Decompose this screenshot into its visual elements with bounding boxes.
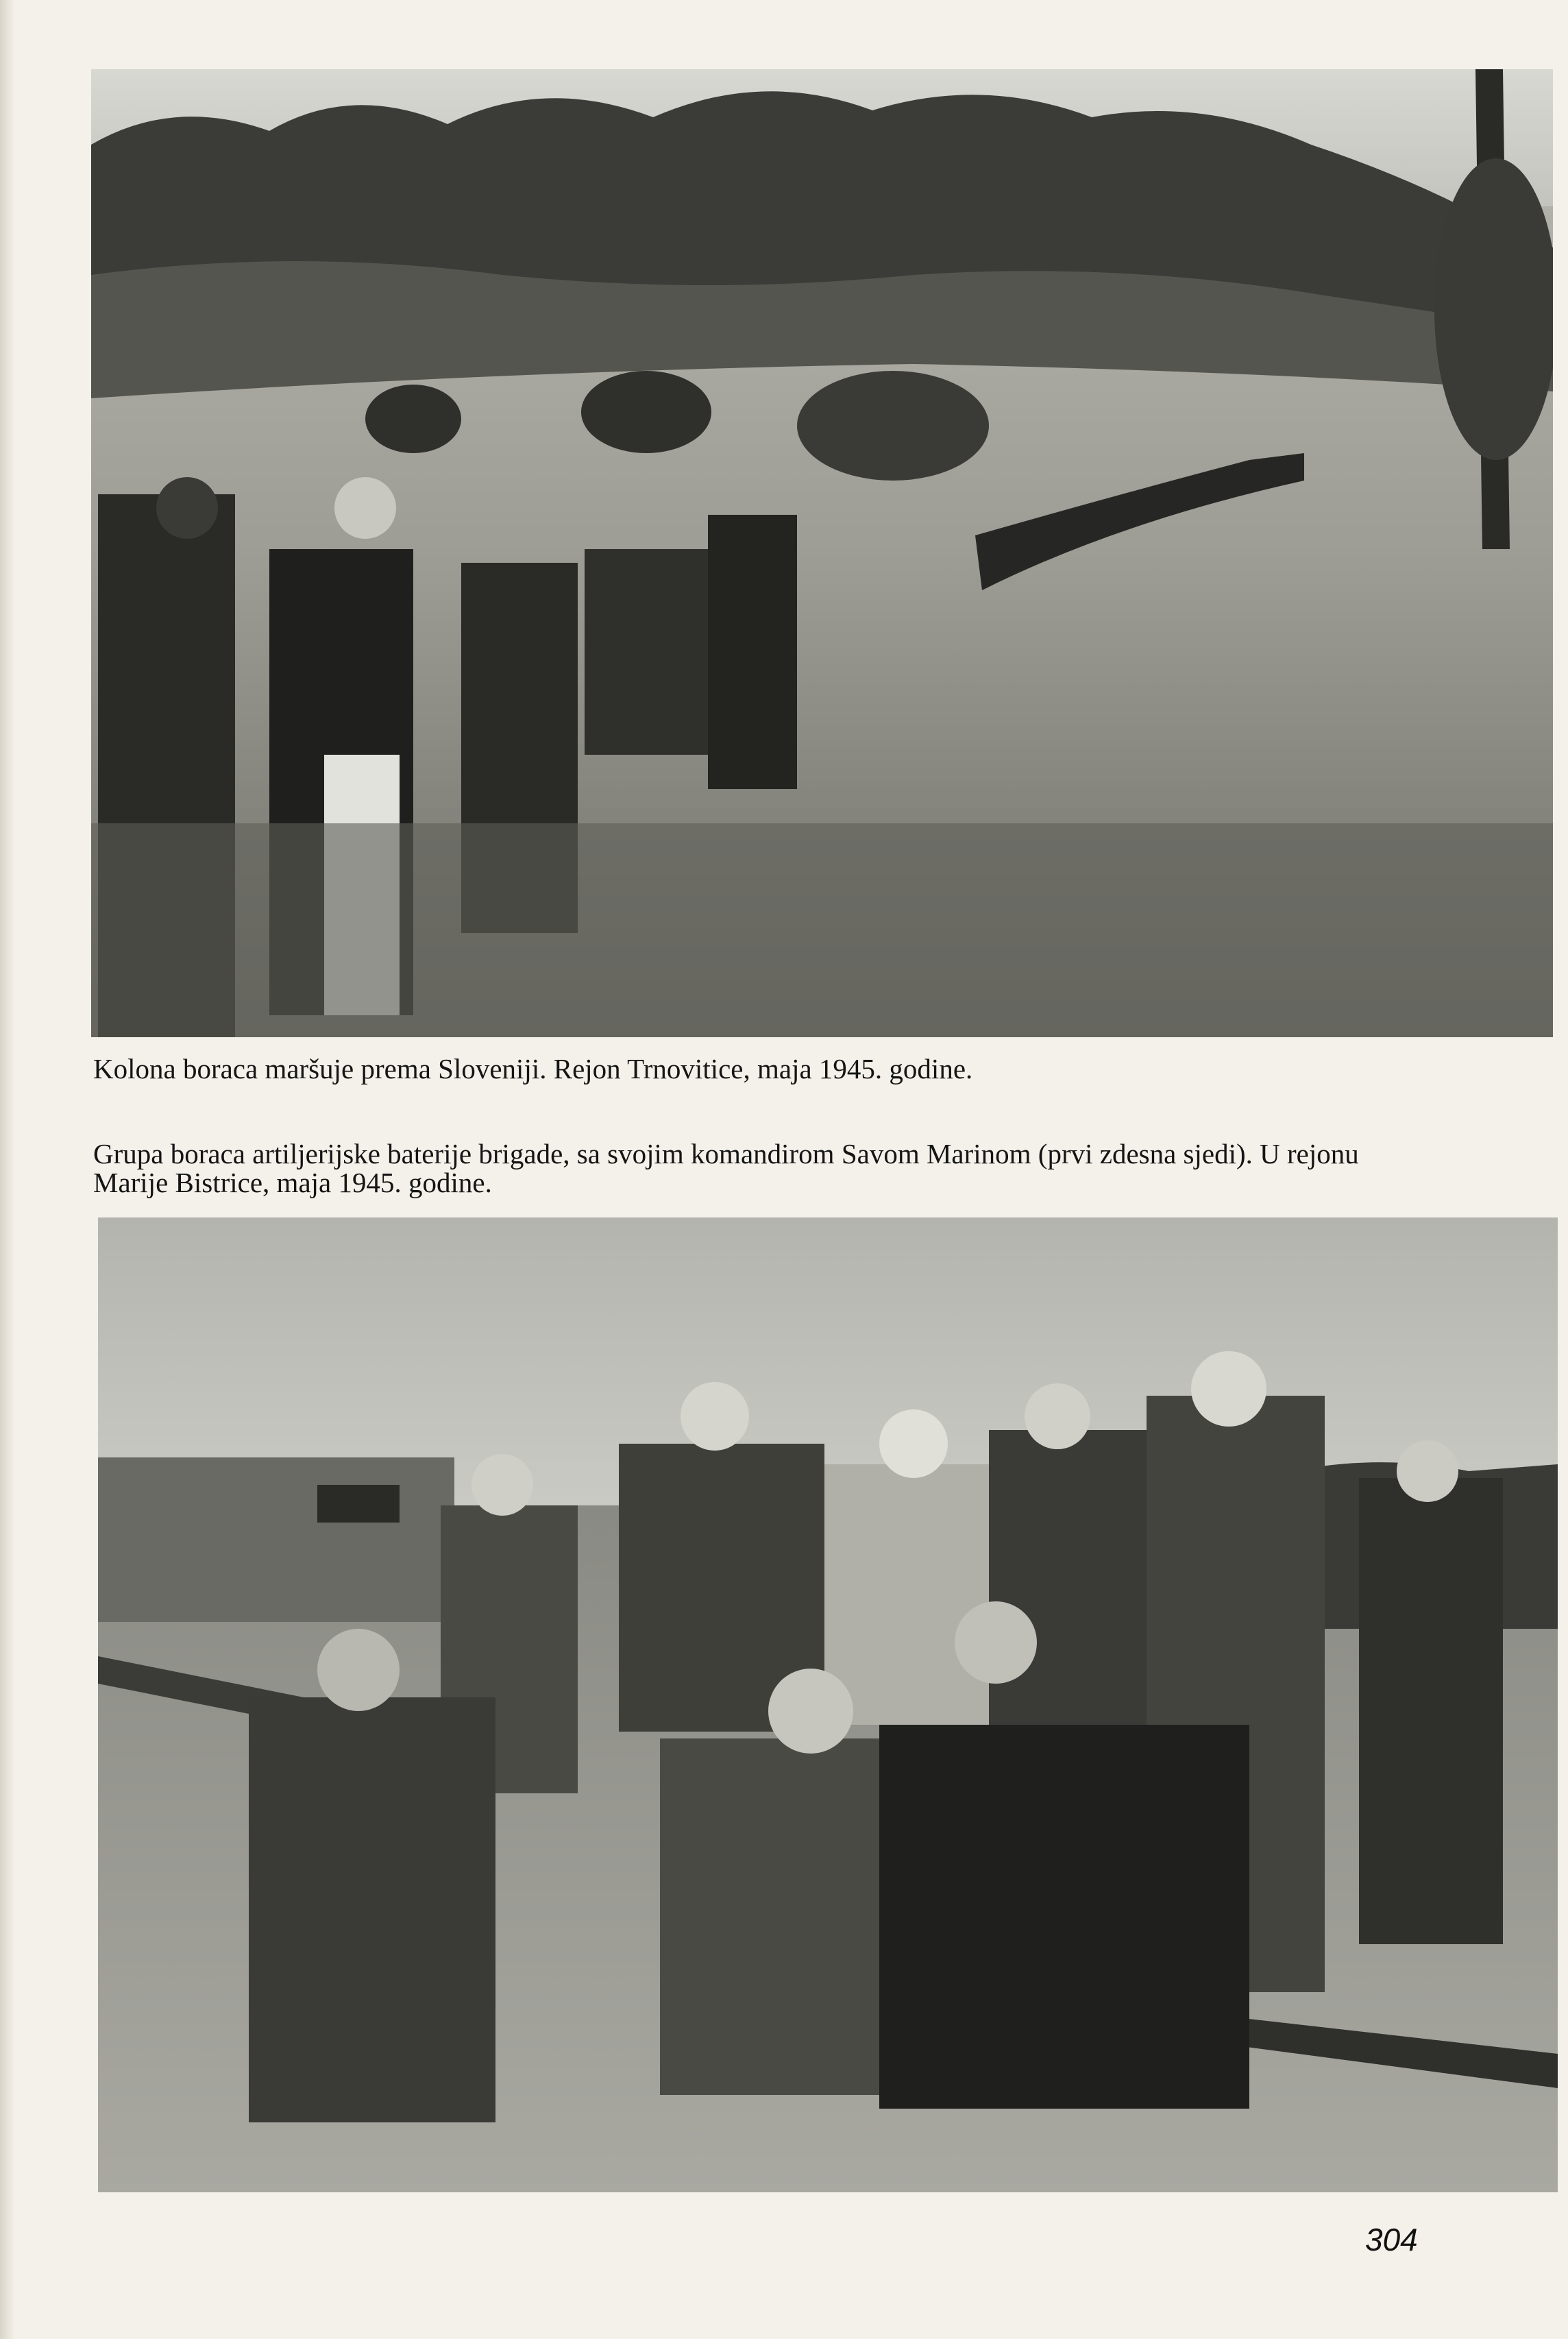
page-number: 304	[1365, 2222, 1418, 2257]
caption-marching-column: Kolona boraca maršuje prema Sloveniji. Rejon Trnovitice, maja 1945. godine.	[93, 1053, 973, 1084]
photo-marching-column	[91, 69, 1553, 1037]
page-binding-edge	[0, 0, 15, 2339]
caption-line: Grupa boraca artiljerijske baterije brigade, sa svojim komandirom Savom Marinom (prvi zdesna sjedi). U rejonu	[93, 1138, 1359, 1170]
caption-artillery-group	[93, 1139, 1359, 1197]
artillery-group-image	[98, 1217, 1558, 2192]
photo-artillery-group	[98, 1217, 1558, 2192]
caption-line: Marije Bistrice, maja 1945. godine.	[93, 1167, 492, 1198]
marching-column-image	[91, 69, 1553, 1037]
